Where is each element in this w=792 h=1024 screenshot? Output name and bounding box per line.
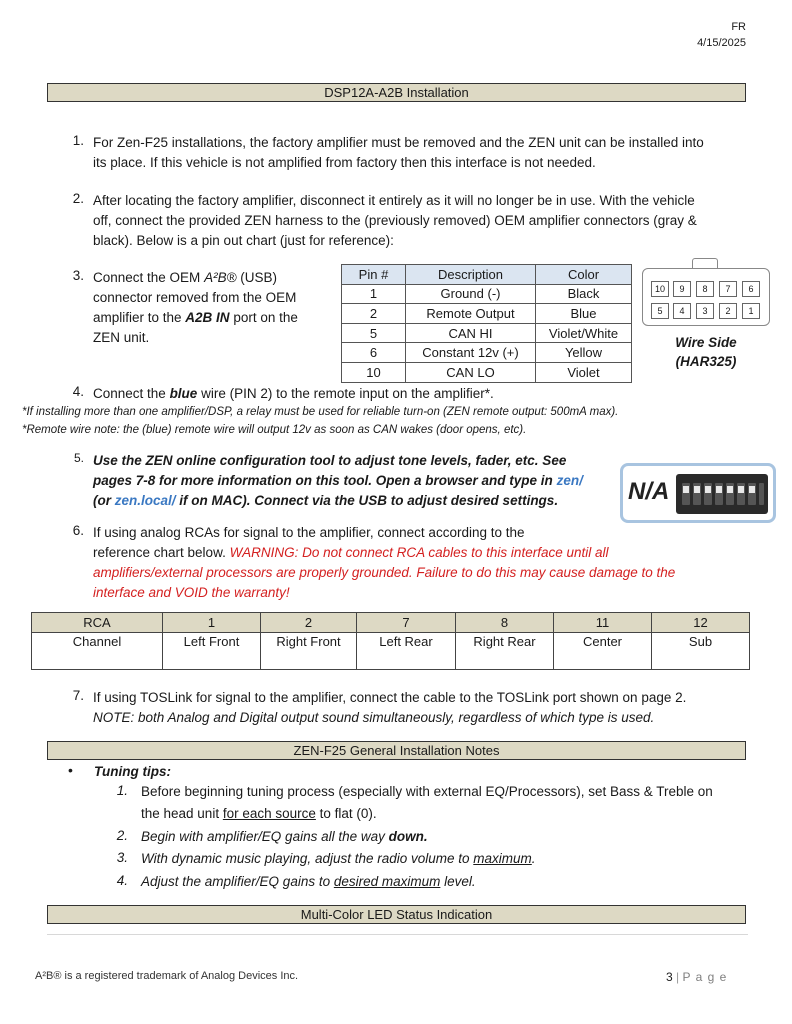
step-1-text bbox=[93, 133, 704, 173]
step-7-line-2: NOTE: both Analog and Digital output sound simultaneously, regardless of which type is used. bbox=[93, 710, 655, 725]
section-title-led-status: Multi-Color LED Status Indication bbox=[47, 905, 746, 924]
table-row: 10 CAN LO Violet bbox=[342, 362, 632, 382]
pinout-header-color: Color bbox=[536, 265, 632, 285]
page-number: 3 bbox=[666, 970, 673, 984]
step-4-number: 4. bbox=[72, 384, 84, 399]
zen-local-url-link[interactable]: zen.local/ bbox=[114, 493, 176, 508]
connector-pin: 5 bbox=[651, 303, 669, 319]
table-row: 2 Remote Output Blue bbox=[342, 304, 632, 324]
note-remote-wire: *Remote wire note: the (blue) remote wire will output 12v as soon as CAN wakes (door opens, etc). bbox=[22, 424, 527, 436]
blue-wire-term: blue bbox=[169, 386, 198, 401]
na-label: N/A bbox=[628, 478, 670, 505]
table-row: 6 Constant 12v (+) Yellow bbox=[342, 343, 632, 363]
step-5-number: 5. bbox=[73, 451, 84, 465]
step-7-text bbox=[93, 688, 686, 728]
step-7-line-1: If using TOSLink for signal to the amplifier, connect the cable to the TOSLink port shown on page 2. bbox=[93, 690, 687, 705]
tip-1-text bbox=[141, 781, 713, 825]
pinout-header-pin: Pin # bbox=[342, 265, 406, 285]
step-6-text bbox=[93, 523, 675, 603]
connector-caption-line-1: Wire Side bbox=[675, 335, 737, 350]
step-5-line-3: (or zen.local/ if on MAC). Connect via the USB to adjust desired settings. bbox=[93, 493, 559, 508]
a2b-term: A²B® bbox=[204, 270, 237, 285]
tip-2-text: Begin with amplifier/EQ gains all the way down. bbox=[141, 829, 428, 844]
step-5-line-1: Use the ZEN online configuration tool to adjust tone levels, fader, etc. See bbox=[93, 453, 567, 468]
connector-caption-line-2: (HAR325) bbox=[675, 354, 737, 369]
zen-url-link[interactable]: zen/ bbox=[556, 473, 583, 488]
connector-pin: 8 bbox=[696, 281, 714, 297]
step-2-line-1: After locating the factory amplifier, disconnect it entirely as it will no longer be in use. With the vehicle bbox=[93, 193, 695, 208]
step-6-number: 6. bbox=[72, 523, 84, 538]
pinout-header-row bbox=[342, 265, 632, 285]
rca-table bbox=[31, 612, 750, 670]
section-title-installation: DSP12A-A2B Installation bbox=[47, 83, 746, 102]
step-3-number: 3. bbox=[72, 268, 84, 283]
step-1-line-2: its place. If this vehicle is not amplified from factory then this interface is not needed. bbox=[93, 155, 596, 170]
table-row: Channel Left Front Right Front Left Rear Right Rear Center Sub bbox=[32, 633, 750, 670]
step-3-line-1: Connect the OEM A²B® (USB) bbox=[93, 270, 278, 285]
tip-1-number: 1. bbox=[116, 783, 128, 798]
tip-4-number: 4. bbox=[116, 873, 128, 888]
note-relay: *If installing more than one amplifier/DSP, a relay must be used for reliable turn-on (ZEN remote output: 500mA max). bbox=[22, 406, 619, 418]
rca-warning: WARNING: Do not connect RCA cables to this interface until all bbox=[229, 545, 609, 560]
tuning-tips-label: Tuning tips: bbox=[94, 764, 171, 779]
step-3-text bbox=[93, 268, 298, 348]
pinout-table bbox=[341, 264, 632, 383]
connector-pin: 2 bbox=[719, 303, 737, 319]
section-title-general-notes: ZEN-F25 General Installation Notes bbox=[47, 741, 746, 760]
trademark-notice: A²B® is a registered trademark of Analog Devices Inc. bbox=[35, 970, 299, 982]
table-row: 1 Ground (-) Black bbox=[342, 284, 632, 304]
step-2-text bbox=[93, 191, 697, 251]
connector-pin: 10 bbox=[651, 281, 669, 297]
tip-3-number: 3. bbox=[116, 850, 128, 865]
step-5-line-2: pages 7-8 for more information on this tool. Open a browser and type in zen/ bbox=[93, 473, 583, 488]
step-3-line-4: ZEN unit. bbox=[93, 330, 150, 345]
step-2-line-3: black). Below is a pin out chart (just for reference): bbox=[93, 233, 394, 248]
step-7-number: 7. bbox=[72, 688, 84, 703]
bullet-icon: • bbox=[68, 762, 73, 778]
divider bbox=[47, 934, 748, 935]
tip-1-line-2: the head unit for each source to flat (0). bbox=[141, 806, 377, 821]
step-6-line-2: reference chart below. WARNING: Do not connect RCA cables to this interface until all bbox=[93, 545, 609, 560]
page-footer: 3 | P a g e bbox=[666, 970, 728, 984]
step-6-line-1: If using analog RCAs for signal to the amplifier, connect according to the bbox=[93, 525, 525, 540]
step-2-line-2: off, connect the provided ZEN harness to the (previously removed) OEM amplifier connectors (gray & bbox=[93, 213, 697, 228]
step-3-line-2: connector removed from the OEM bbox=[93, 290, 297, 305]
step-6-line-4: interface and VOID the warranty! bbox=[93, 585, 290, 600]
tip-3-text: With dynamic music playing, adjust the radio volume to maximum. bbox=[141, 851, 536, 866]
connector-pin: 1 bbox=[742, 303, 760, 319]
connector-pin: 9 bbox=[673, 281, 691, 297]
dip-switch-icon bbox=[676, 474, 768, 514]
header-date: 4/15/2025 bbox=[697, 37, 746, 49]
tip-4-text: Adjust the amplifier/EQ gains to desired maximum level. bbox=[141, 874, 476, 889]
tip-2-number: 2. bbox=[116, 828, 128, 843]
step-1-line-1: For Zen-F25 installations, the factory amplifier must be removed and the ZEN unit can be installed into bbox=[93, 135, 704, 150]
step-6-line-3: amplifiers/external processors are properly grounded. Failure to do this may cause damage to the bbox=[93, 565, 676, 580]
step-3-line-3: amplifier to the A2B IN port on the bbox=[93, 310, 298, 325]
step-2-number: 2. bbox=[72, 191, 84, 206]
table-row: 5 CAN HI Violet/White bbox=[342, 323, 632, 343]
connector-pin: 6 bbox=[742, 281, 760, 297]
connector-pin: 4 bbox=[673, 303, 691, 319]
connector-pin: 3 bbox=[696, 303, 714, 319]
step-1-number: 1. bbox=[72, 133, 84, 148]
connector-caption bbox=[642, 333, 770, 371]
step-5-text bbox=[93, 451, 583, 511]
pinout-header-description: Description bbox=[406, 265, 536, 285]
connector-pin: 7 bbox=[719, 281, 737, 297]
tip-1-line-1: Before beginning tuning process (especially with external EQ/Processors), set Bass & Treble on bbox=[141, 784, 713, 799]
header-initials: FR bbox=[731, 21, 746, 33]
step-4-text: Connect the blue wire (PIN 2) to the remote input on the amplifier*. bbox=[93, 386, 494, 401]
a2b-in-term: A2B IN bbox=[185, 310, 230, 325]
rca-header-row: RCA 1 2 7 8 11 12 bbox=[32, 613, 750, 633]
